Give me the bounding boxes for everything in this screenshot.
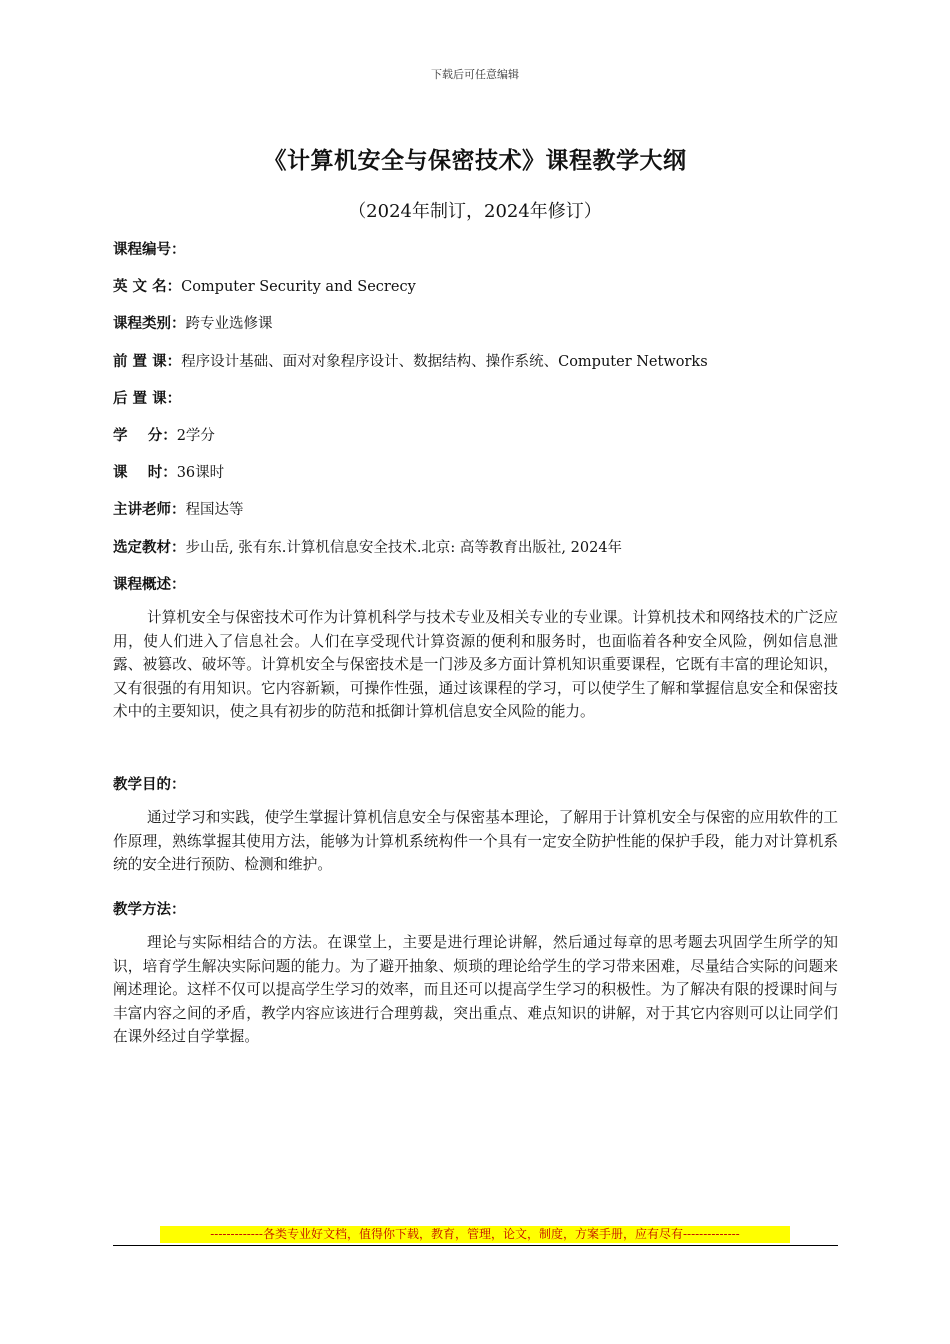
field-label: 后 置 课： [113,391,182,407]
section-body-methods: 理论与实际相结合的方法。在课堂上，主要是进行理论讲解，然后通过每章的思考题去巩固学生所学的知识，培育学生解决实际问题的能力。为了避开抽象、烦琐的理论给学生的学习带来困难，尽量结合实际的问题来阐述理论。这样不仅可以提高学生学习的效率，而且还可以提高学生学习的积极性。为了解决有限的授课时间与丰富内容之间的矛盾，教学内容应该进行合理剪裁，突出重点、难点知识的讲解，对于其它内容则可以让同学们在课外经过自学掌握。 [113,934,838,1046]
field-label: 英 文 名： [113,279,182,295]
footer-divider [113,1245,838,1246]
field-english-name [113,275,843,296]
field-hours [113,461,843,482]
field-course-category [113,312,843,333]
field-textbook [113,536,843,557]
field-prerequisites [113,350,843,371]
field-value: 步山岳, 张有东.计算机信息安全技术.北京: 高等教育出版社, 2024年 [185,540,623,556]
field-label: 主讲老师： [113,502,186,518]
field-value: 36课时 [176,465,225,481]
field-value: Computer Security and Secrecy [181,279,416,295]
field-label: 课 时： [113,465,177,481]
field-label: 选定教材： [113,540,186,556]
document-subtitle: （2024年制订，2024年修订） [348,201,602,222]
field-value: 程序设计基础、面对对象程序设计、数据结构、操作系统、Computer Networks [181,354,708,370]
field-value: 跨专业选修课 [185,316,273,332]
field-follow-up-courses [113,387,843,408]
section-heading-methods: 教学方法： [113,902,186,918]
field-label: 课程编号： [113,242,186,258]
field-label: 课程类别： [113,316,186,332]
document-title: 《计算机安全与保密技术》课程教学大纲 [263,148,687,174]
field-lecturer [113,498,843,519]
field-value: 2学分 [176,428,215,444]
field-value: 程国达等 [185,502,244,518]
field-label: 学 分： [113,428,177,444]
field-course-code [113,238,843,259]
section-body-overview: 计算机安全与保密技术可作为计算机科学与技术专业及相关专业的专业课。计算机技术和网络技术的广泛应用，使人们进入了信息社会。人们在享受现代计算资源的便利和服务时，也面临着各种安全风险，例如信息泄露、被篡改、破坏等。计算机安全与保密技术是一门涉及多方面计算机知识重要课程，它既有丰富的理论知识，又有很强的有用知识。它内容新颖，可操作性强，通过该课程的学习，可以使学生了解和掌握信息安全和保密技术中的主要知识，使之具有初步的防范和抵御计算机信息安全风险的能力。 [113,609,838,721]
section-heading-objectives: 教学目的： [113,777,186,793]
header-note: 下载后可任意编辑 [431,68,519,81]
section-body-objectives: 通过学习和实践，使学生掌握计算机信息安全与保密基本理论，了解用于计算机安全与保密的应用软件的工作原理，熟练掌握其使用方法，能够为计算机系统构件一个具有一定安全防护性能的保护手段，能力对计算机系统的安全进行预防、检测和维护。 [113,809,838,874]
field-label: 前 置 课： [113,354,182,370]
section-heading-overview: 课程概述： [113,577,186,593]
field-credits [113,424,843,445]
footer-banner: -------------各类专业好文档，值得你下载，教育，管理，论文，制度，方案手册，应有尽有-------------- [160,1226,790,1243]
